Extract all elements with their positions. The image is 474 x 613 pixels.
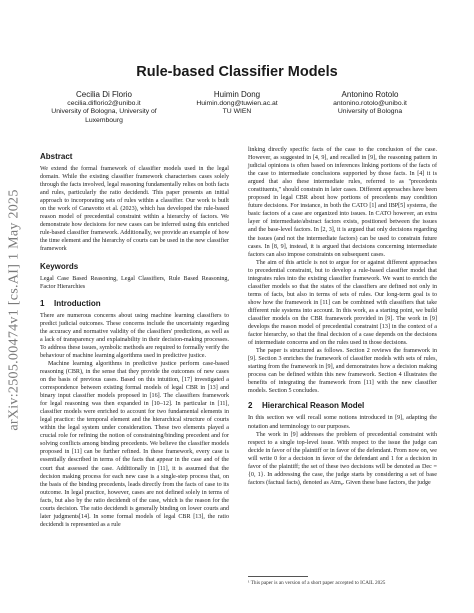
keywords-heading: Keywords — [40, 261, 79, 271]
section-title: Introduction — [54, 298, 101, 308]
author-affiliation-line2: Luxembourg — [85, 116, 123, 124]
right-column — [248, 146, 437, 487]
section-2-paragraph-1: In this section we will recall some notions introduced in [9], adapting the notation and terminology to our purposes. — [248, 415, 437, 430]
author-name: Huimin Dong — [213, 90, 261, 99]
keywords-text: Legal Case Based Reasoning, Legal Classifiers, Rule Based Reasoning, Factor Hierarchies — [40, 275, 229, 290]
abstract-text: We extend the formal framework of classifier models used in the legal domain. While the existing classifier framework characterises cases solely through the facts involved, legal reasoning fundamentally relies on both facts and rules, particularly the ratio decidendi. This paper presents an initial approach to incorporating sets of rules within a classifier. Our work is built on the work of Canavotto et al. (2023), which has developed the rule-based reason model of precedential constraint within a hierarchy of factors. We demonstrate how decisions for new cases can be inferred using this enriched rule-based classifier framework. Additionally, we provide an example of how the time element and the hierarchy of courts can be used in the new classifier framework — [40, 166, 229, 253]
arxiv-identifier[interactable]: arXiv:2505.00474v1 [cs.AI] 1 May 2025 — [7, 189, 23, 431]
author-email[interactable]: antonino.rotolo@unibo.it — [333, 100, 407, 107]
author-affiliation: University of Bologna, University of — [51, 108, 157, 116]
intro-paragraph-4: The aim of this article is not to argue for or against different approaches to precedential constraint, but to develop a rule-based classifier model that integrates rules into the existing classifier framework. We want to enrich the classifier models so that the states of the classifiers are defined not only in terms of facts, but also in terms of sets of rules. Our long-term goal is to show how the framework in [11] can be combined with classifiers that take different rule systems into account. In this work, as a starting point, we build classifier models on the CBR framework provided in [9]. The work in [9] develops the reason model of precedential constraint [13] in the context of a factor hierarchy, so that the final decision of a case depends on the decisions of intermediate concerns and on the rules used in those decisions. — [248, 259, 437, 347]
left-column — [40, 150, 229, 529]
intro-paragraph-3: linking directly specific facts of the case to the conclusion of the case. However, as suggested in [4, 9], and recalled in [9], the reasoning pattern in judicial opinions is often based on inferences linking portions of the facts of the case to intermediate conclusions supported by those facts. In [4] it is argued that also these intermediate rules, referred to as "precedents constituents," should constrain in later cases. Different approaches have been proposed in legal CBR about how portions of precedents may condition future decisions. For instance, in both the CATO [1] and IBP[5] systems, the basic factors of a case are organized into issues. In CATO however, an extra layer of intermediate/abstract factors exists, positioned between the issues and the base-level factors. In [2, 3], it is argued that only decisions regarding the issues (and not the intermediate factors) can be used to constrain future cases. In [8, 9], instead, it is argued that decisions concerning intermediate factors can also impose constraints on subsequent cases. — [248, 147, 437, 258]
author-block — [40, 90, 434, 125]
author-name: Antonino Rotolo — [341, 90, 399, 99]
intro-paragraph-5: The paper is structured as follows. Section 2 reviews the framework in [9]. Section 3 enriches the framework of classifier models with sets of rules, starting from the framework in [9], and demonstrates how a decision making process can be defined within this new framework. Section 4 illustrates the benefits of integrating the framework from [11] with the new classifier models. Section 5 concludes. — [248, 348, 437, 395]
abstract-heading: Abstract — [40, 152, 73, 161]
footnote-divider — [248, 576, 308, 577]
section-2-heading — [248, 401, 437, 411]
intro-paragraph-1: There are numerous concerns about using machine learning classifiers to predict judicial outcomes. These concerns include the uncertainty regarding the accuracy and normative validity of the classifiers' predictions, as well as a lack of transparency and explainability in their decision-making processes. To address these issues, symbolic methods are required to formally verify the behaviour of machine learning algorithms used in predictive justice. — [40, 312, 229, 359]
arxiv-side-stamp — [4, 140, 26, 480]
author-email[interactable]: cecilia.diflorio2@unibo.it — [67, 100, 141, 107]
section-number: 2 — [248, 401, 253, 411]
intro-paragraph-2: Machine learning algorithms in predictive justice perform case-based reasoning (CBR), in the sense that they provide the outcomes of new cases on the basis of previous cases. Based on this intuition, [17] investigated a correspondence between existing formal models of legal CBR in [13] and binary input classifier models proposed in [16]. The classifiers framework for legal reasoning was then expanded in [10–12]. In particular in [11], classifier models were enriched to account for two fundamental elements in legal practice: the temporal element and the hierarchical structure of courts within the legal system under consideration. These two elements played a crucial role for refining the notion of constraining/binding precedent and for solving conflicts among binding precedents. We believe the classifier models proposed in [11] can be further refined. In these framework, every case is essentially described in terms of the facts that appear in the case and of the court that assessed the case. Additionally in [11], it is assumed that the decision making process for each new case is a single-step process that, on the basis of the binding precedents, leads directly from the facts of case to its outcome. In legal practice, however, cases are not defined solely in terms of facts, but also by the ratio decidendi of the case, which is the reason for the courts decision. The ratio decidendi is generally binding on lower courts and later judgments[14]. In some formal models of legal CBR [13], the ratio decidendi is represented as a rule — [40, 360, 229, 528]
section-2-paragraph-2: The work in [9] addresses the problem of precedential constraint with respect to a single top-level issue. With respect to the issue the judge can decide in favor of the plaintiff or in favor of the defendant. From now on, we will write 0 for a decision in favor of the defendant and 1 for a decision in favor of the plaintiff; the set of these two decisions will be denoted as Dec = {0, 1}. In addressing the case, the judge starts by considering a set of base factors (factual facts), denoted as Atmᵩ. Given these base factors, the judge — [248, 431, 437, 486]
section-number: 1 — [40, 298, 45, 308]
author-email[interactable]: Huimin.dong@tuwien.ac.at — [196, 100, 278, 107]
author-3 — [306, 90, 434, 125]
author-2 — [173, 90, 301, 125]
author-affiliation: University of Bologna — [337, 108, 403, 116]
author-affiliation: TU WIEN — [222, 108, 252, 116]
paper-title: Rule-based Classifier Models — [136, 64, 338, 80]
section-1-heading — [40, 299, 229, 309]
section-title: Hierarchical Reason Model — [262, 401, 365, 411]
author-name: Cecilia Di Florio — [75, 90, 132, 99]
footnote: ¹ This paper is an version of a short paper accepted to ICAIL 2025 — [248, 580, 386, 586]
author-1 — [40, 90, 168, 125]
